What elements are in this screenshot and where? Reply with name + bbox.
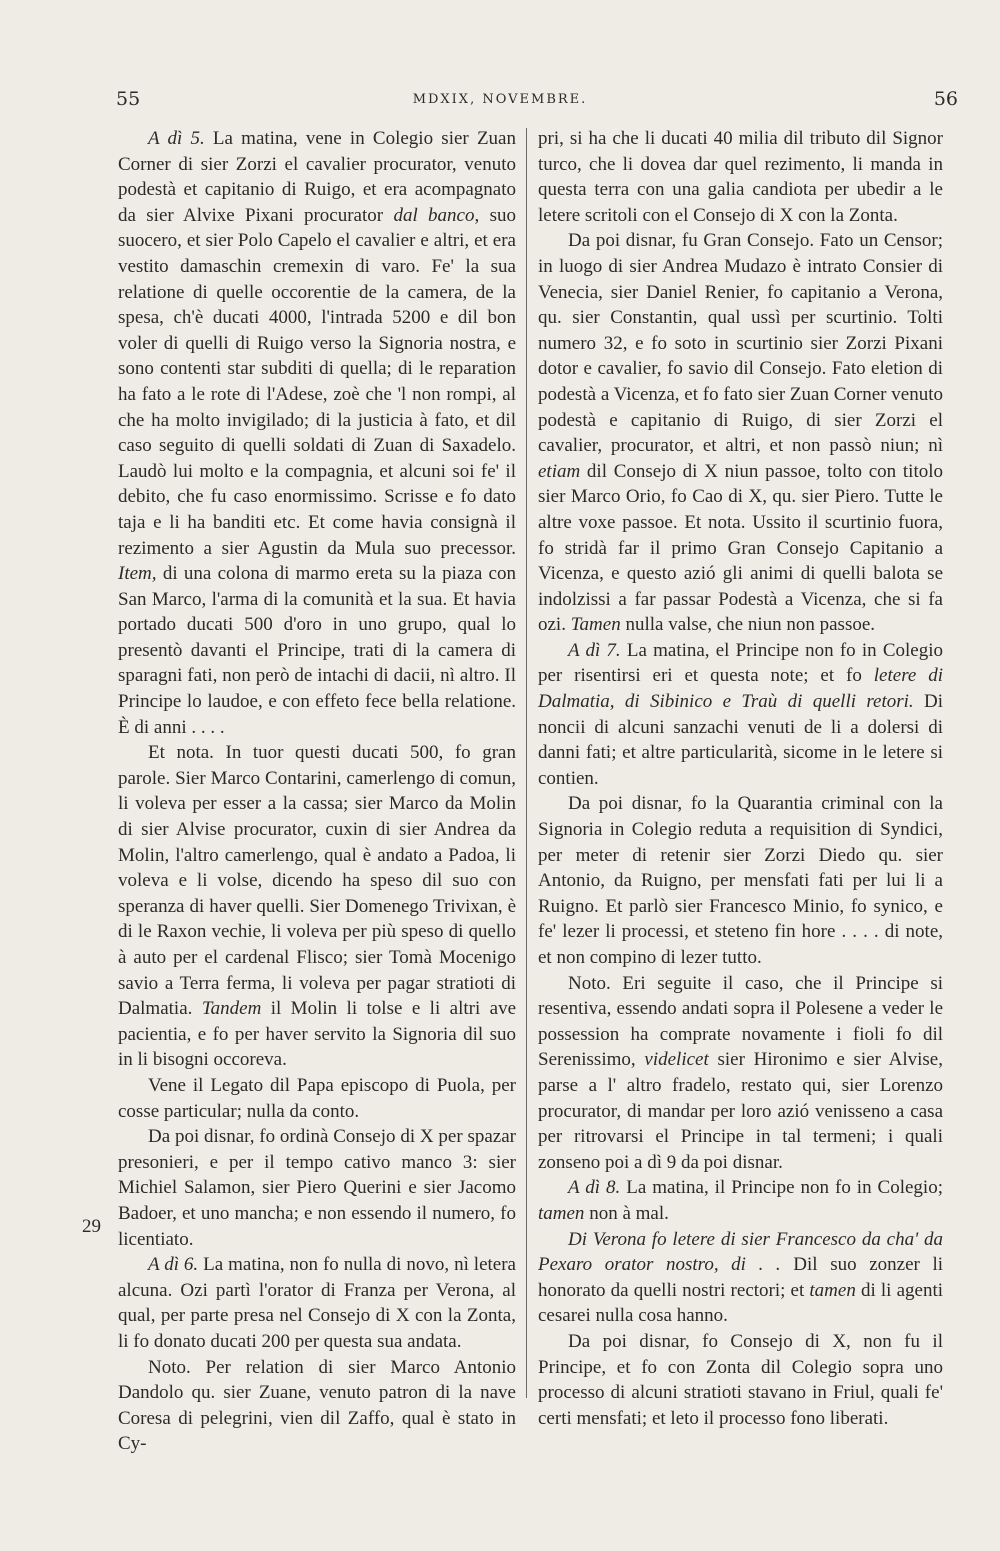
paragraph [538,1175,943,1226]
text: il Molin li tolse e li altri ave pacientia, e fo per haver servito la Signoria dil suo in li bisogni occoreva. [118,998,517,1071]
running-header [0,88,1000,118]
text: di una colona di marmo ereta su la piaza con San Marco, l'arma di la comunità et la sua. Et havia portado ducati 500 d'oro in uno grupo, qual lo presentò davanti el Principe, trati di la camera di sparagni fati, non però de intachi di dacii, nì altro. Il Principe lo laudoe, e con effeto fece bella relatione. È di anni . . . . [118,563,516,738]
paragraph [118,1252,516,1354]
page-number-right: 56 [933,88,958,110]
text: Noto. Eri seguite il caso, che il Principe si resentiva, essendo andati sopra il Polesene a veder le possession ha comprate novamente i fioli fo dil Serenissimo, [538,972,943,1071]
paragraph: Da poi disnar, fo ordinà Consejo di X per spazar presonieri, e per il tempo cativo manco 3: sier Michiel Salamon, sier Piero Querini e sier Jacomo Badoer, et uno mancha; e non essendo il numero, fo licentiato. [118,1126,516,1250]
text: Di noncii di alcuni sanzachi venuti de li a dolersi di danni fati; et altre particularità, sicome in le letere si contien. [538,691,944,789]
date-heading: A dì 6. [148,1254,199,1276]
italic-text: Tamen [570,614,621,636]
paragraph [118,126,516,740]
column-divider [526,128,527,1398]
italic-text: videlicet [644,1049,709,1071]
italic-text: etiam [538,460,581,482]
paragraph: pri, si ha che li ducati 40 milia dil tributo dil Signor turco, che li dovea dar quel rezimento, li manda in questa terra con una galia candiota per ubedir a le letere scritoli con el Consejo di X con la Zonta. [538,128,943,226]
italic-text: Di Verona fo letere di sier Francesco da cha' da Pexaro orator nostro, di . . [538,1228,943,1276]
text: dil Consejo di X niun passoe, tolto con titolo sier Marco Orio, fo Cao di X, qu. sier Piero. Tutte le altre voxe passoe. Et nota. Ussito il scurtinio fuora, fo stridà far il primo Gran Consejo Capitanio a Vicenza, e questo azió gli animi di quelli balota se indolzissi a far passar Podestà a Vicenza, che si fa ozi. [538,460,943,636]
text: Et nota. In tuor questi ducati 500, fo gran parole. Sier Marco Contarini, camerlengo di comun, li voleva per esser a la cassa; sier Marco da Molin di sier Alvise procurator, cuxin di sier Andrea da Molin, l'altro camerlengo, qual è andato a Padoa, li voleva e li volse, dicendo ha speso dil suo con speranza di haver quelli. Sier Domenego Trivixan, è di le Raxon vechie, li voleva per più speso di quello à auto per el cardenal Flisco; sier Tomà Mocenigo savio a Terra ferma, li voleva per pagar stratioti di Dalmatia. [118,742,516,1020]
italic-text: dal banco [393,204,475,226]
italic-text: letere di Dalmatia, di Sibinico e Traù di quelli retori. [538,665,943,713]
text: La matina, el Principe non fo in Colegio per risentirsi eri et questa note; et fo [538,639,944,687]
paragraph: Noto. Per relation di sier Marco Antonio Dandolo qu. sier Zuane, venuto patron di la nave Coresa di pelegrini, vien dil Zaffo, qual è stato in Cy- [118,1356,516,1455]
paragraph: Da poi disnar, fo Consejo di X, non fu il Principe, et fo con Zonta dil Colegio sopra uno processo di alcuni stratioti stavano in Friul, quali fe' certi mensfati; et leto il processo fono liberati. [538,1330,943,1429]
text: La matina, vene in Colegio sier Zuan Corner di sier Zorzi el cavalier procurator, venuto podestà et capitanio di Ruigo, et era acompagnato da sier Alvixe Pixani procurator [118,128,516,226]
paragraph: Vene il Legato dil Papa episcopo di Puola, per cosse particular; nulla da conto. [118,1074,516,1122]
text: di li agenti cesarei nulla cosa hanno. [538,1279,944,1327]
text: Da poi disnar, fu Gran Consejo. Fato un Censor; in luogo di sier Andrea Mudazo è intrato Consier di Venecia, sier Daniel Renier, fo capitanio a Verona, qu. sier Constantin, qual ussì per scurtinio. Tolti numero 32, e fo soto in scurtinio sier Zorzi Pixani dotor e cavalier, fo savio dil Consejo. Fato eletion di podestà a Vicenza, et fo fato sier Zuan Corner venuto podestà e capitanio di Ruigo, di sier Zorzi el cavalier, procurator, et altri, et non passò niun; nì [538,230,943,457]
page-number-left: 55 [116,88,141,110]
italic-text: tamen [538,1202,585,1224]
running-title: MDXIX, NOVEMBRE. [412,92,588,107]
paragraph: Da poi disnar, fo la Quarantia criminal con la Signoria in Colegio reduta a requisition di Syndici, per meter di retenir sier Zorzi Diedo qu. sier Antonio, da Ruigno, per mensfati fati per lui li a Ruigno. Et parlò sier Francesco Minio, fo synico, e fe' lezer li processi, et steteno fin hore . . . . di note, et non compino di lezer tutto. [538,793,943,968]
italic-text: Tandem [201,998,262,1020]
paragraph [538,1227,943,1329]
text: La matina, il Principe non fo in Colegio; [620,1177,943,1199]
paragraph [118,740,516,1073]
text: nulla valse, che niun non passoe. [620,614,876,636]
text: non à mal. [584,1202,669,1224]
text: Dil suo zonzer li honorato da quelli nostri rectori; et [538,1254,943,1301]
italic-text: tamen [809,1279,856,1301]
right-column [538,126,943,1431]
left-column [118,126,516,1457]
paragraph [538,638,943,792]
paragraph [538,971,943,1176]
paragraph [538,228,943,638]
date-heading: A dì 8. [568,1177,621,1199]
date-heading: A dì 7. [568,639,621,661]
text: , suo suocero, et sier Polo Capelo el cavalier e altri, et era vestito damaschin cremexin di varo. Fe' la sua relatione di quelle occorentie de la camera, de la spesa, ch'è ducati 4000, l'intrada 5200 e dil bon voler di quelli di Ruigo verso la Signoria nostra, e sono contenti star subditi di quella; di le reparation ha fato a le rote di l'Adese, zoè che 'l non rompi, al che ha molto invigilado; di la justicia à fato, et dil caso seguito di quelli soldati di Zuan di Saxadelo. Laudò lui molto e la compagnia, et alcuni soi fe' il debito, che fu caso enormissimo. Scrisse e fo dato taja e li ha banditi etc. Et come havia consignà il rezimento a sier Agustin da Mula suo precessor. [118,204,516,559]
text: La matina, non fo nulla di novo, nì letera alcuna. Ozi partì l'orator di Franza per Verona, al qual, per parte presa nel Consejo di X con la Zonta, li fo donato ducati 200 per questa sua andata. [118,1254,516,1352]
text: sier Hironimo e sier Alvise, parse a l' altro fradelo, restato qui, sier Lorenzo procurator, di mandar per loro azió venisseno a casa per ritrovarsi el Principe in tal termeni; i quali zonseno poi a dì 9 da poi disnar. [538,1049,943,1173]
italic-text: Item, [118,563,157,585]
date-heading: A dì 5. [148,128,205,149]
margin-note-number: 29 [82,1216,101,1237]
